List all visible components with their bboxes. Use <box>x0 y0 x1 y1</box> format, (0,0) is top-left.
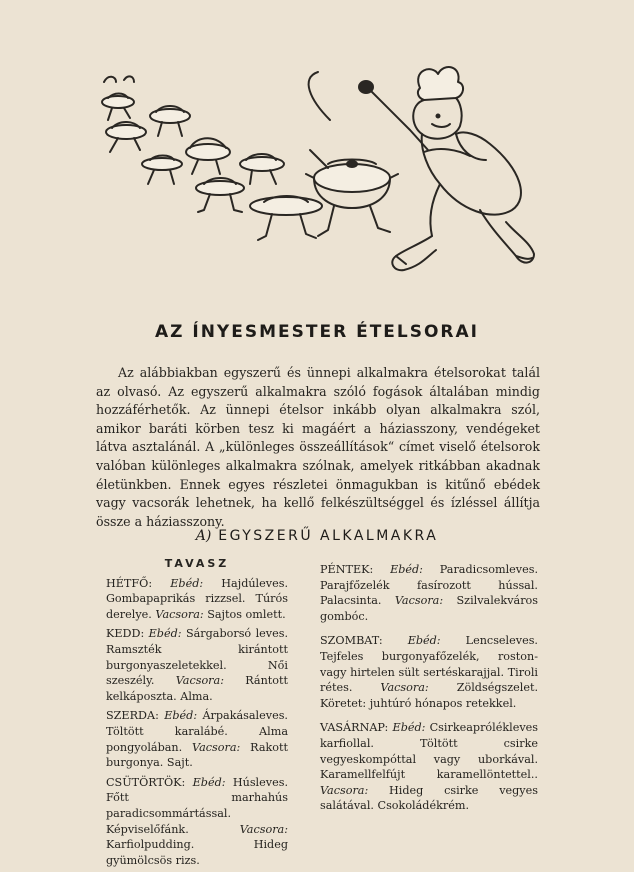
lunch-text: Lencseleves. Tejfeles burgonyafőzelék, roston- vagy hirtelen sült sertéskarajjal. Tiroli rétes. <box>320 634 538 695</box>
day-entry <box>320 562 538 624</box>
cooking-pot <box>306 150 398 236</box>
intro-paragraph: Az alábbiakban egyszerű és ünnepi alkalmakra ételsorokat talál az olvasó. Az egyszerű alkalmakra szóló fogások általában mindig hozzáférhetők. Az ünnepi ételsor inkább olyan alkalmakra szól, amikor baráti körben tesz ki magáért a háziasszony, vendégeket látva asztalánál. A „különleges összeállítások“ címet viselő ételsorok valóban különleges alkalmakra szólnak, amelyek ritkábban akadnak életünkben. Ennek egyes részletei önmagukban is kitűnő ebédek vagy vacsorák lehetnek, ha kellő felkészültséggel és ízléssel állítja össze a háziasszony. <box>96 365 540 529</box>
dinner-text: Rakott burgonya. Sajt. <box>106 740 289 770</box>
day-name: PÉNTEK: <box>320 563 374 576</box>
dinner-text: Szilvalekváros gombóc. <box>320 594 539 623</box>
day-entry <box>106 775 288 869</box>
dinner-label: Vacsora: <box>320 783 369 797</box>
lunch-text: Csirkeaprólékleves karfiollal. Töltött csirke vegyeskompóttal vagy uborkával. Karamellfelfújt karamellöntettel.. <box>320 721 539 782</box>
lunch-text: Hajdúleves. Gombapaprikás rizzsel. Túrós derelye. <box>106 576 288 621</box>
lunch-label: Ebéd: <box>407 634 441 648</box>
lunch-text: Húsleves. Főtt marhahús paradicsommártással. Képviselőfánk. <box>106 775 288 836</box>
lunch-text: Paradicsomleves. Parajfőzelék fasírozott hússal. Palacsinta. <box>320 563 539 608</box>
lunch-text: Sárgaborsó leves. Ramszték kirántott burgonyaszeletekkel. Női szeszély. <box>106 627 289 688</box>
day-entry <box>106 576 288 623</box>
day-entry <box>106 708 288 770</box>
chef-illustration <box>60 60 560 285</box>
day-name: HÉTFŐ: <box>106 576 153 590</box>
dinner-label: Vacsora: <box>155 607 204 621</box>
section-heading <box>0 528 634 544</box>
menu-column-left <box>106 556 288 872</box>
day-name: VASÁRNAP: <box>320 721 389 735</box>
dinner-label: Vacsora: <box>175 674 224 688</box>
dinner-label: Vacsora: <box>192 740 241 754</box>
dish-parade <box>102 76 322 240</box>
lunch-label: Ebéd: <box>392 721 426 735</box>
season-label: TAVASZ <box>164 557 230 570</box>
dinner-text: Hideg csirke vegyes salátával. Csokoládékrém. <box>320 783 538 813</box>
lunch-text: Árpakásaleves. Töltött karalábé. Alma pongyolában. <box>106 709 288 754</box>
dinner-text: Sajtos omlett. <box>207 607 286 621</box>
lunch-label: Ebéd: <box>170 576 204 590</box>
day-entry <box>106 626 288 704</box>
dinner-label: Vacsora: <box>239 822 288 836</box>
page-title: AZ ÍNYESMESTER ÉTELSORAI <box>154 322 480 342</box>
dinner-label: Vacsora: <box>394 594 444 608</box>
dinner-label: Vacsora: <box>380 681 429 695</box>
lunch-label: Ebéd: <box>164 709 198 723</box>
day-name: SZERDA: <box>106 709 159 723</box>
lunch-label: Ebéd: <box>390 563 423 576</box>
day-name: KEDD: <box>106 627 145 641</box>
menu-column-right <box>320 562 538 823</box>
lunch-label: Ebéd: <box>148 627 182 641</box>
intro-text <box>96 364 540 531</box>
section-title: EGYSZERŰ ALKALMAKRA <box>218 528 439 544</box>
day-name: SZOMBAT: <box>320 634 383 648</box>
dinner-text: Zöldségszelet. Köretet: juhtúró hónapos retekkel. <box>320 681 538 710</box>
day-name: CSÜTÖRTÖK: <box>106 775 186 789</box>
dinner-text: Rántott kelkáposzta. Alma. <box>106 674 288 703</box>
lunch-label: Ebéd: <box>192 775 226 789</box>
dinner-text: Karfiolpudding. Hideg gyümölcsös rizs. <box>106 838 288 867</box>
section-letter: A) <box>195 528 212 544</box>
day-entry <box>320 633 538 711</box>
